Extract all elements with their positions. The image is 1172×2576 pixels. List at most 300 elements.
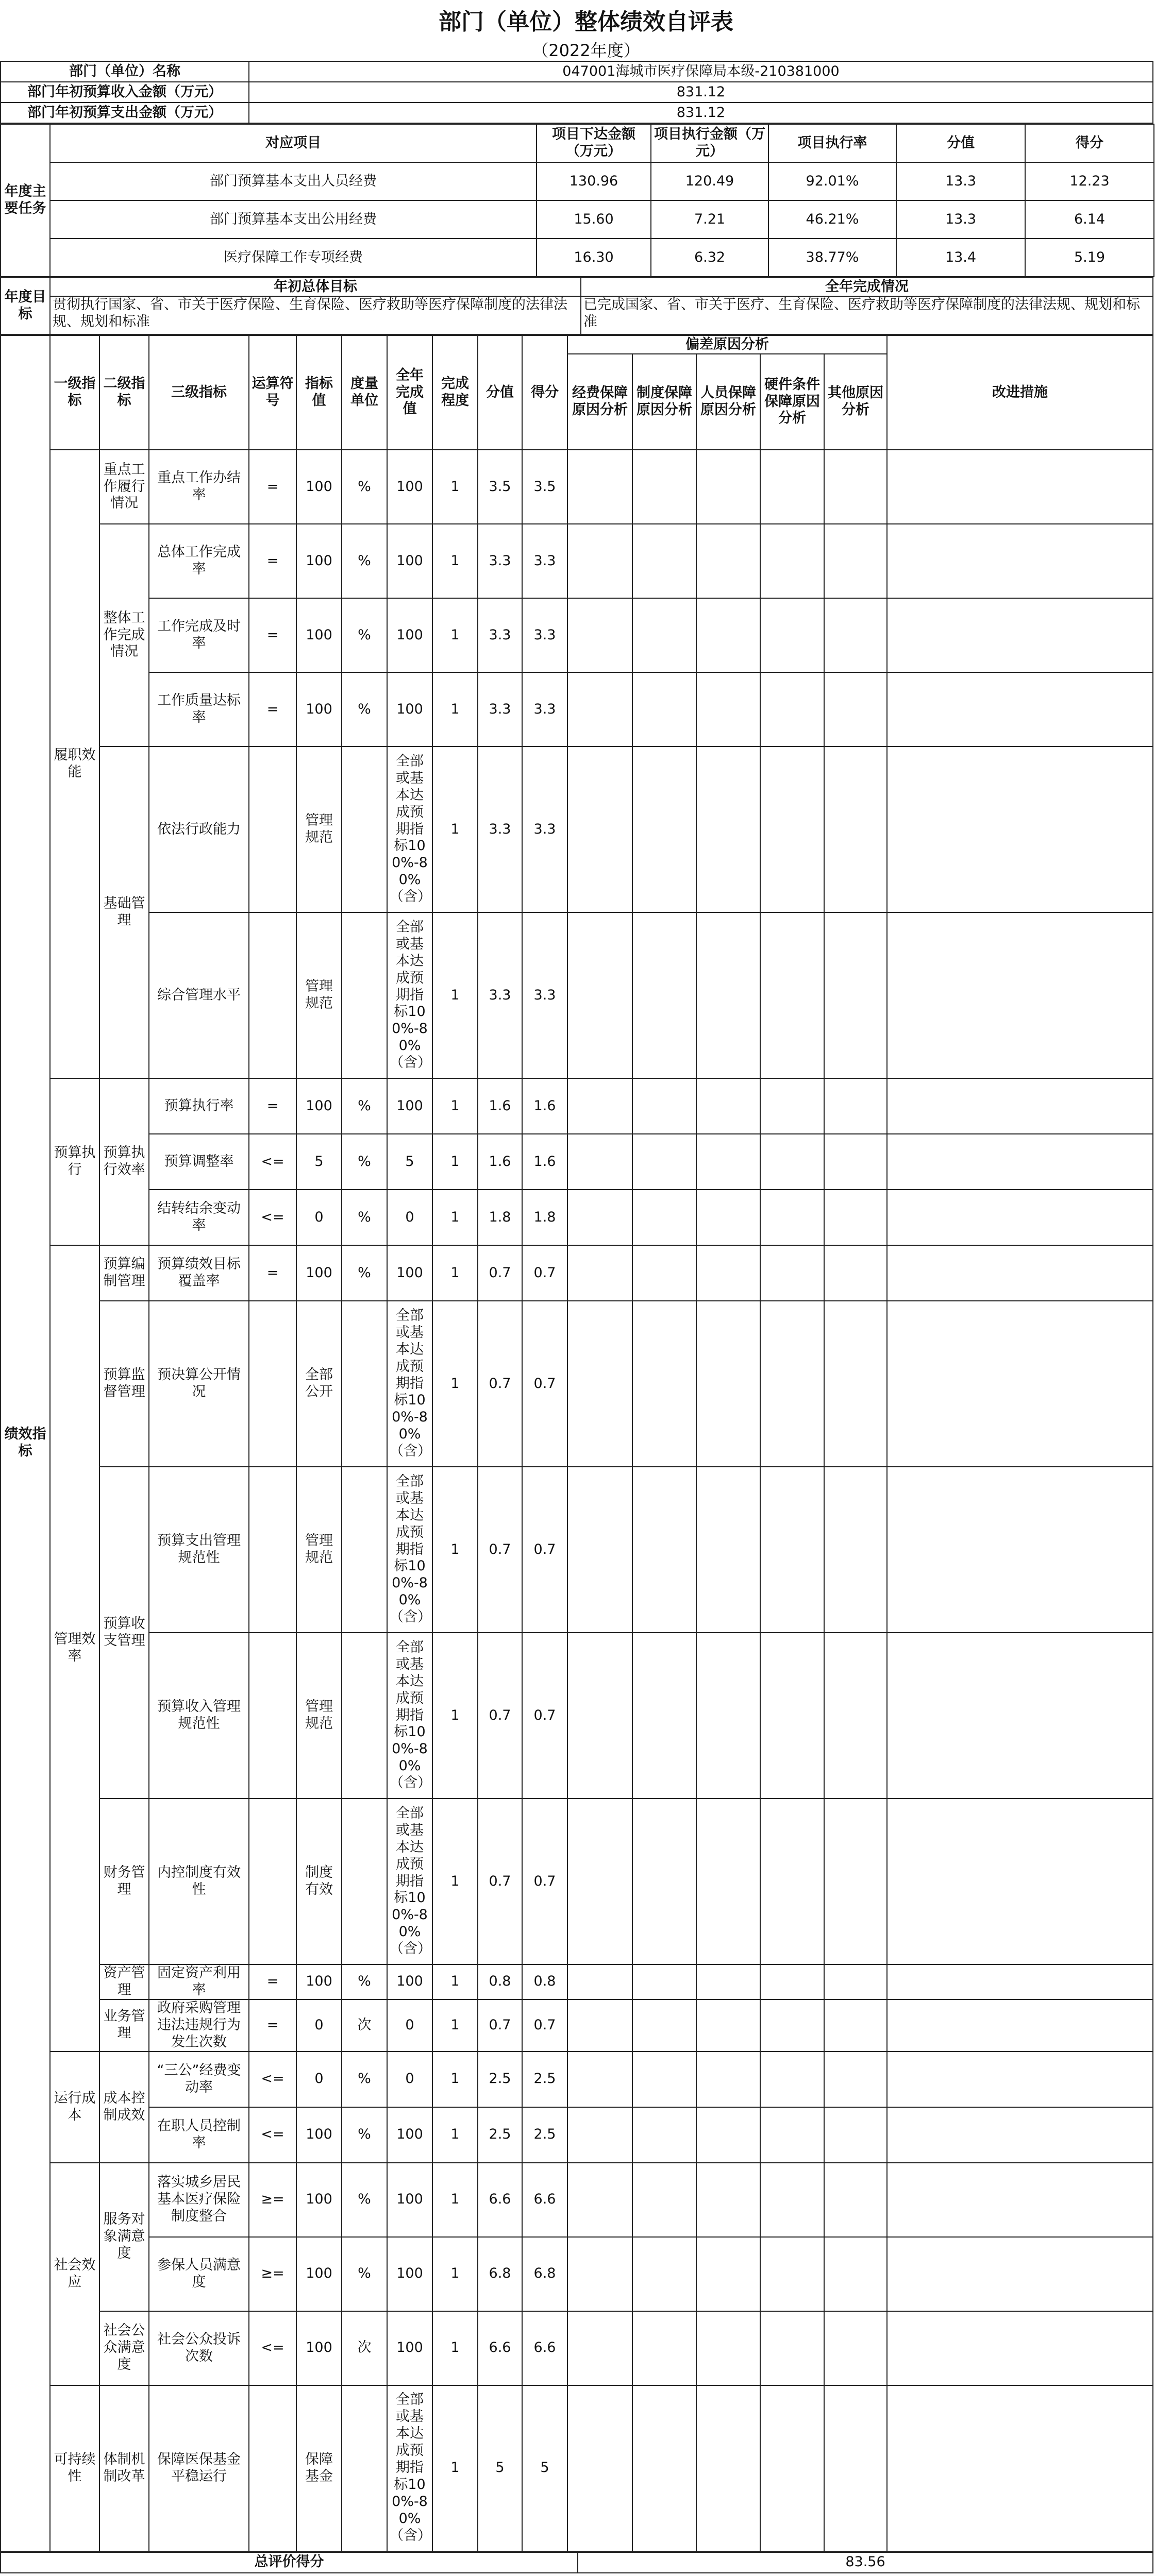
completion-degree: 1: [432, 2163, 478, 2237]
improvement-cell: [887, 1078, 1153, 1134]
deviation-cell: [760, 2311, 824, 2385]
score: 6.6: [522, 2311, 567, 2385]
deviation-cell: [824, 1134, 887, 1190]
improvement-cell: [887, 2163, 1153, 2237]
score: 2.5: [522, 2052, 567, 2107]
target-value: 0: [296, 1190, 342, 1245]
deviation-cell: [824, 598, 887, 672]
deviation-cell: [632, 1078, 696, 1134]
deviation-cell: [696, 1301, 760, 1467]
dept-name-value: 047001海城市医疗保障局本级-210381000: [249, 61, 1153, 82]
level3-indicator: 预算调整率: [149, 1134, 249, 1190]
task-cell: 92.01%: [768, 162, 896, 200]
improvement-header: 改进措施: [887, 335, 1153, 450]
improvement-cell: [887, 1964, 1153, 1999]
deviation-cell: [760, 2385, 824, 2551]
deviation-cell: [824, 1301, 887, 1467]
completion-degree: 1: [432, 1078, 478, 1134]
budget-expense-value: 831.12: [249, 103, 1153, 123]
level3-indicator: 结转结余变动率: [149, 1190, 249, 1245]
unit: %: [342, 1134, 387, 1190]
score-weight: 0.7: [478, 1999, 522, 2052]
deviation-cell: [632, 1999, 696, 2052]
deviation-cell: [760, 1799, 824, 1964]
deviation-cell: [696, 2163, 760, 2237]
deviation-cell: [824, 1467, 887, 1633]
tasks-section-label: 年度主要任务: [1, 124, 50, 277]
score: 1.6: [522, 1078, 567, 1134]
score-weight: 1.6: [478, 1078, 522, 1134]
level3-indicator: 保障医保基金平稳运行: [149, 2385, 249, 2551]
deviation-cell: [696, 1190, 760, 1245]
level3-indicator: 预决算公开情况: [149, 1301, 249, 1467]
deviation-cell: [567, 912, 632, 1078]
level2-indicator: 预算收支管理: [99, 1467, 149, 1799]
initial-goal-header: 年初总体目标: [50, 278, 581, 296]
level3-indicator: 预算执行率: [149, 1078, 249, 1134]
deviation-cell: [632, 2107, 696, 2163]
deviation-cell: [760, 524, 824, 598]
budget-income-value: 831.12: [249, 82, 1153, 103]
level3-indicator: 预算收入管理规范性: [149, 1633, 249, 1799]
deviation-cell: [824, 1245, 887, 1301]
improvement-cell: [887, 1799, 1153, 1964]
deviation-cell: [824, 2311, 887, 2385]
deviation-cell: [632, 672, 696, 747]
level1-indicator: 预算执行: [50, 1078, 99, 1245]
unit: [342, 747, 387, 912]
completion-text: 已完成国家、省、市关于医疗、生育保险、医疗救助等医疗保障制度的法律法规、规划和标准: [581, 296, 1153, 334]
level3-indicator: “三公”经费变动率: [149, 2052, 249, 2107]
operator: =: [249, 1999, 296, 2052]
annual-completion: 100: [387, 1245, 432, 1301]
indicator-row: [1, 1301, 1153, 1467]
improvement-cell: [887, 672, 1153, 747]
deviation-cell: [632, 598, 696, 672]
target-value: 0: [296, 1999, 342, 2052]
completion-degree: 1: [432, 2385, 478, 2551]
completion-degree: 1: [432, 1999, 478, 2052]
annual-completion: 5: [387, 1134, 432, 1190]
deviation-cell: [760, 1999, 824, 2052]
deviation-cell: [824, 2163, 887, 2237]
deviation-cell: [632, 2311, 696, 2385]
deviation-cell: [632, 450, 696, 524]
level2-indicator: 成本控制成效: [99, 2052, 149, 2163]
annual-goals-table: [0, 277, 1153, 335]
deviation-cell: [696, 598, 760, 672]
deviation-cell: [760, 1245, 824, 1301]
level3-indicator: 工作完成及时率: [149, 598, 249, 672]
target-value: 制度有效: [296, 1799, 342, 1964]
improvement-cell: [887, 598, 1153, 672]
completion-degree: 1: [432, 912, 478, 1078]
target-value: 全部公开: [296, 1301, 342, 1467]
completion-degree: 1: [432, 1799, 478, 1964]
deviation-cell: [760, 2237, 824, 2311]
annual-completion: 100: [387, 598, 432, 672]
score-weight: 2.5: [478, 2107, 522, 2163]
indicator-row: [1, 1964, 1153, 1999]
deviation-cell: [696, 1799, 760, 1964]
indicator-row: [1, 524, 1153, 598]
unit: %: [342, 1964, 387, 1999]
level2-indicator: 业务管理: [99, 1999, 149, 2052]
deviation-cell: [824, 1078, 887, 1134]
score-weight: 3.3: [478, 747, 522, 912]
deviation-cell: [567, 1633, 632, 1799]
score-weight: 5: [478, 2385, 522, 2551]
score: 0.7: [522, 1245, 567, 1301]
indicator-header: 度量单位: [342, 335, 387, 450]
score-weight: 0.7: [478, 1799, 522, 1964]
operator: <=: [249, 1190, 296, 1245]
score-weight: 6.6: [478, 2311, 522, 2385]
deviation-cell: [824, 747, 887, 912]
deviation-cell: [760, 1633, 824, 1799]
improvement-cell: [887, 1467, 1153, 1633]
task-row: [1, 200, 1154, 239]
unit: [342, 2385, 387, 2551]
score: 0.7: [522, 1999, 567, 2052]
deviation-cell: [696, 1078, 760, 1134]
task-cell: 13.3: [896, 162, 1025, 200]
level2-indicator: 社会公众满意度: [99, 2311, 149, 2385]
tasks-header: 项目下达金额（万元）: [537, 124, 651, 162]
level2-indicator: 重点工作履行情况: [99, 450, 149, 524]
level2-indicator: 资产管理: [99, 1964, 149, 1999]
score-weight: 3.3: [478, 598, 522, 672]
annual-completion: 100: [387, 2107, 432, 2163]
operator: <=: [249, 2107, 296, 2163]
improvement-cell: [887, 2052, 1153, 2107]
deviation-subheader: 人员保障原因分析: [696, 354, 760, 450]
improvement-cell: [887, 1245, 1153, 1301]
score-weight: 3.3: [478, 672, 522, 747]
deviation-cell: [760, 450, 824, 524]
score: 3.3: [522, 524, 567, 598]
annual-completion: 100: [387, 672, 432, 747]
score-weight: 0.7: [478, 1467, 522, 1633]
budget-income-label: 部门年初预算收入金额（万元）: [1, 82, 249, 103]
deviation-cell: [696, 2237, 760, 2311]
operator: [249, 1633, 296, 1799]
improvement-cell: [887, 912, 1153, 1078]
target-value: 100: [296, 1078, 342, 1134]
level3-indicator: 预算绩效目标覆盖率: [149, 1245, 249, 1301]
score: 6.6: [522, 2163, 567, 2237]
total-score-table: [0, 2552, 1153, 2573]
target-value: 0: [296, 2052, 342, 2107]
deviation-cell: [760, 598, 824, 672]
improvement-cell: [887, 1999, 1153, 2052]
task-cell: 46.21%: [768, 200, 896, 239]
indicator-row: [1, 1190, 1153, 1245]
indicator-header: 指标值: [296, 335, 342, 450]
deviation-cell: [567, 450, 632, 524]
deviation-cell: [567, 2311, 632, 2385]
deviation-cell: [632, 1964, 696, 1999]
level2-indicator: 基础管理: [99, 747, 149, 1078]
completion-degree: 1: [432, 1633, 478, 1799]
deviation-cell: [824, 1633, 887, 1799]
deviation-cell: [824, 2237, 887, 2311]
page-title: 部门（单位）整体绩效自评表: [439, 9, 733, 35]
deviation-subheader: 其他原因分析: [824, 354, 887, 450]
task-row: [1, 162, 1154, 200]
unit: [342, 912, 387, 1078]
deviation-cell: [824, 1999, 887, 2052]
task-cell: 16.30: [537, 239, 651, 277]
score-weight: 3.5: [478, 450, 522, 524]
score: 2.5: [522, 2107, 567, 2163]
target-value: 100: [296, 598, 342, 672]
tasks-header: 项目执行率: [768, 124, 896, 162]
annual-completion: 全部或基本达成预期指标100%-80%（含）: [387, 747, 432, 912]
deviation-cell: [567, 1964, 632, 1999]
indicator-row: [1, 1467, 1153, 1633]
deviation-cell: [760, 1467, 824, 1633]
target-value: 管理规范: [296, 912, 342, 1078]
improvement-cell: [887, 1190, 1153, 1245]
deviation-cell: [567, 1301, 632, 1467]
dept-info-table: [0, 61, 1153, 124]
deviation-cell: [696, 2385, 760, 2551]
unit: 次: [342, 2311, 387, 2385]
level3-indicator: 政府采购管理违法违规行为发生次数: [149, 1999, 249, 2052]
operator: [249, 1467, 296, 1633]
deviation-cell: [696, 524, 760, 598]
target-value: 5: [296, 1134, 342, 1190]
deviation-cell: [632, 1190, 696, 1245]
indicator-header: 分值: [478, 335, 522, 450]
score: 5: [522, 2385, 567, 2551]
task-cell: 部门预算基本支出人员经费: [50, 162, 537, 200]
target-value: 管理规范: [296, 1467, 342, 1633]
indicator-row: [1, 450, 1153, 524]
completion-degree: 1: [432, 747, 478, 912]
level3-indicator: 社会公众投诉次数: [149, 2311, 249, 2385]
deviation-cell: [632, 1633, 696, 1799]
deviation-cell: [696, 450, 760, 524]
operator: [249, 912, 296, 1078]
unit: %: [342, 2163, 387, 2237]
annual-completion: 全部或基本达成预期指标100%-80%（含）: [387, 912, 432, 1078]
indicator-row: [1, 1134, 1153, 1190]
deviation-cell: [632, 2163, 696, 2237]
deviation-cell: [632, 1799, 696, 1964]
indicator-header: 二级指标: [99, 335, 149, 450]
completion-degree: 1: [432, 1964, 478, 1999]
score: 3.3: [522, 598, 567, 672]
completion-degree: 1: [432, 2237, 478, 2311]
unit: %: [342, 672, 387, 747]
target-value: 100: [296, 450, 342, 524]
main-tasks-table: [0, 124, 1154, 277]
indicator-row: [1, 2163, 1153, 2237]
page-subtitle: （2022年度）: [532, 41, 640, 60]
deviation-cell: [760, 1301, 824, 1467]
deviation-cell: [696, 1134, 760, 1190]
deviation-cell: [696, 1999, 760, 2052]
level3-indicator: 内控制度有效性: [149, 1799, 249, 1964]
operator: =: [249, 598, 296, 672]
score-weight: 1.8: [478, 1190, 522, 1245]
deviation-cell: [696, 1467, 760, 1633]
tasks-header: 得分: [1025, 124, 1154, 162]
level2-indicator: 预算监督管理: [99, 1301, 149, 1467]
indicator-row: [1, 912, 1153, 1078]
improvement-cell: [887, 2237, 1153, 2311]
deviation-cell: [824, 524, 887, 598]
improvement-cell: [887, 1134, 1153, 1190]
deviation-cell: [696, 2311, 760, 2385]
deviation-subheader: 经费保障原因分析: [567, 354, 632, 450]
annual-completion: 100: [387, 1964, 432, 1999]
task-cell: 5.19: [1025, 239, 1154, 277]
improvement-cell: [887, 450, 1153, 524]
budget-expense-label: 部门年初预算支出金额（万元）: [1, 103, 249, 123]
score: 0.7: [522, 1799, 567, 1964]
annual-completion: 全部或基本达成预期指标100%-80%（含）: [387, 1301, 432, 1467]
score: 0.7: [522, 1633, 567, 1799]
task-cell: 6.14: [1025, 200, 1154, 239]
indicator-row: [1, 2385, 1153, 2551]
deviation-cell: [632, 2052, 696, 2107]
annual-completion: 0: [387, 1190, 432, 1245]
level1-indicator: 社会效应: [50, 2163, 99, 2385]
operator: [249, 2385, 296, 2551]
deviation-cell: [567, 2163, 632, 2237]
deviation-cell: [760, 2107, 824, 2163]
performance-indicators-table: [0, 335, 1153, 2552]
task-cell: 120.49: [651, 162, 768, 200]
deviation-cell: [632, 1245, 696, 1301]
deviation-cell: [696, 747, 760, 912]
operator: ≥=: [249, 2163, 296, 2237]
annual-completion: 全部或基本达成预期指标100%-80%（含）: [387, 1633, 432, 1799]
completion-degree: 1: [432, 2052, 478, 2107]
task-cell: 6.32: [651, 239, 768, 277]
improvement-cell: [887, 2385, 1153, 2551]
score-weight: 0.7: [478, 1633, 522, 1799]
completion-degree: 1: [432, 2107, 478, 2163]
deviation-cell: [760, 912, 824, 1078]
target-value: 100: [296, 1245, 342, 1301]
operator: =: [249, 1964, 296, 1999]
completion-degree: 1: [432, 1190, 478, 1245]
deviation-cell: [760, 1078, 824, 1134]
task-cell: 医疗保障工作专项经费: [50, 239, 537, 277]
indicator-header: 全年完成值: [387, 335, 432, 450]
tasks-header: 项目执行金额（万元）: [651, 124, 768, 162]
operator: =: [249, 524, 296, 598]
unit: [342, 1467, 387, 1633]
level3-indicator: 重点工作办结率: [149, 450, 249, 524]
score: 0.7: [522, 1467, 567, 1633]
target-value: 保障基金: [296, 2385, 342, 2551]
level1-indicator: 可持续性: [50, 2385, 99, 2551]
score-weight: 2.5: [478, 2052, 522, 2107]
deviation-cell: [567, 2107, 632, 2163]
unit: [342, 1633, 387, 1799]
level3-indicator: 固定资产利用率: [149, 1964, 249, 1999]
deviation-cell: [760, 1190, 824, 1245]
deviation-cell: [567, 2385, 632, 2551]
task-cell: 12.23: [1025, 162, 1154, 200]
deviation-cell: [760, 2052, 824, 2107]
initial-goal-text: 贯彻执行国家、省、市关于医疗保险、生育保险、医疗救助等医疗保障制度的法律法规、规划和标准: [50, 296, 581, 334]
indicator-header: 三级指标: [149, 335, 249, 450]
deviation-cell: [567, 1799, 632, 1964]
level3-indicator: 依法行政能力: [149, 747, 249, 912]
indicator-row: [1, 598, 1153, 672]
deviation-cell: [567, 524, 632, 598]
unit: %: [342, 1078, 387, 1134]
target-value: 100: [296, 1964, 342, 1999]
operator: =: [249, 672, 296, 747]
deviation-cell: [824, 1190, 887, 1245]
score-weight: 0.7: [478, 1245, 522, 1301]
deviation-cell: [760, 1134, 824, 1190]
deviation-cell: [760, 747, 824, 912]
completion-degree: 1: [432, 450, 478, 524]
level3-indicator: 综合管理水平: [149, 912, 249, 1078]
unit: %: [342, 1190, 387, 1245]
deviation-header: 偏差原因分析: [567, 335, 887, 354]
deviation-cell: [567, 1999, 632, 2052]
annual-completion: 0: [387, 2052, 432, 2107]
indicator-row: [1, 672, 1153, 747]
deviation-cell: [760, 1964, 824, 1999]
indicator-row: [1, 2107, 1153, 2163]
score-weight: 6.8: [478, 2237, 522, 2311]
indicator-header: 运算符号: [249, 335, 296, 450]
improvement-cell: [887, 1633, 1153, 1799]
deviation-cell: [696, 912, 760, 1078]
annual-completion: 全部或基本达成预期指标100%-80%（含）: [387, 1467, 432, 1633]
unit: %: [342, 2107, 387, 2163]
operator: <=: [249, 2052, 296, 2107]
target-value: 100: [296, 524, 342, 598]
deviation-cell: [696, 2107, 760, 2163]
target-value: 管理规范: [296, 747, 342, 912]
completion-degree: 1: [432, 1301, 478, 1467]
indicator-row: [1, 2237, 1153, 2311]
indicators-section-label: 绩效指标: [1, 335, 50, 2551]
deviation-cell: [824, 2385, 887, 2551]
completion-degree: 1: [432, 524, 478, 598]
level3-indicator: 在职人员控制率: [149, 2107, 249, 2163]
level2-indicator: 整体工作完成情况: [99, 524, 149, 747]
level2-indicator: 预算编制管理: [99, 1245, 149, 1301]
operator: [249, 1799, 296, 1964]
unit: [342, 1799, 387, 1964]
score-weight: 3.3: [478, 912, 522, 1078]
indicator-row: [1, 1245, 1153, 1301]
completion-degree: 1: [432, 1134, 478, 1190]
indicator-header: 一级指标: [50, 335, 99, 450]
improvement-cell: [887, 1301, 1153, 1467]
deviation-cell: [824, 1964, 887, 1999]
deviation-cell: [632, 1134, 696, 1190]
score: 3.3: [522, 672, 567, 747]
deviation-cell: [567, 672, 632, 747]
target-value: 100: [296, 2237, 342, 2311]
operator: ≥=: [249, 2237, 296, 2311]
score: 1.8: [522, 1190, 567, 1245]
deviation-cell: [632, 524, 696, 598]
